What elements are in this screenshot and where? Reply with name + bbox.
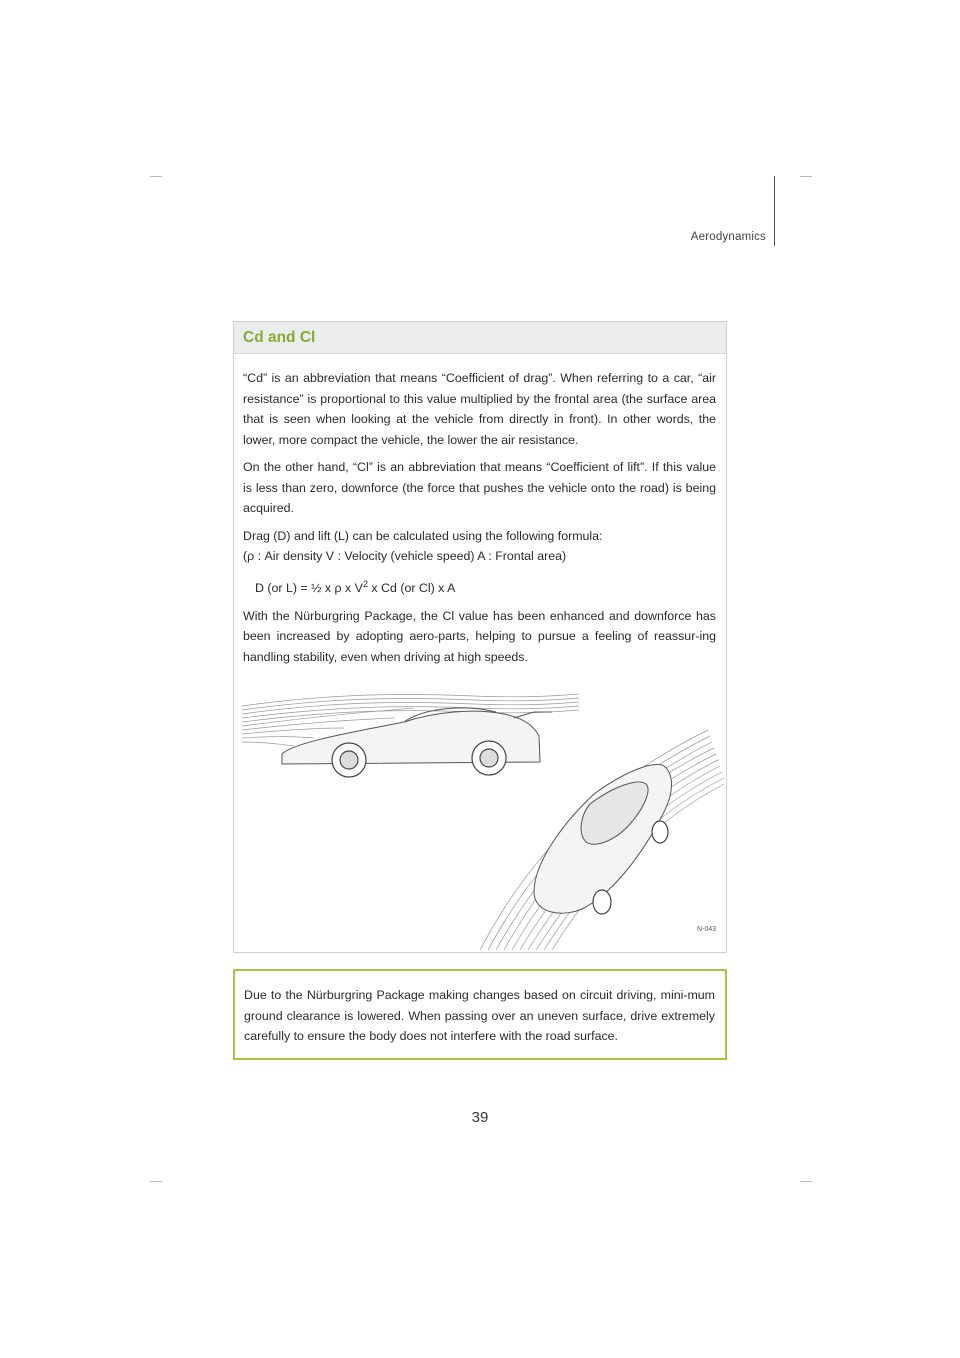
crop-mark [800, 1181, 812, 1182]
formula-part1: D (or L) = ½ x ρ x V [255, 580, 363, 595]
section-label: Aerodynamics [690, 231, 766, 243]
box-body [234, 354, 726, 667]
formula-part2: x Cd (or Cl) x A [367, 580, 456, 595]
crop-mark [800, 176, 812, 177]
formula-exponent: 2 [362, 578, 368, 589]
crop-mark [150, 176, 162, 177]
caution-note [233, 969, 727, 1060]
paragraph-formula-intro: Drag (D) and lift (L) can be calculated using the following formula: [243, 528, 603, 543]
figure-code: N-043 [697, 926, 717, 933]
cd-cl-box [233, 321, 727, 953]
paragraph-nurburgring: With the Nürburgring Package, the Cl value has been enhanced and downforce has been increased by adopting aero-parts, helping to pursue a feeling of reassur-ing handling stability, even when driving at high speeds. [243, 608, 716, 664]
note-text: Due to the Nürburgring Package making changes based on circuit driving, mini-mum ground clearance is lowered. When passing over an uneven surface, drive extremely carefully to ensure the body does not interfere with the road surface. [244, 988, 715, 1043]
airflow-illustration [234, 682, 726, 950]
paragraph-cl: On the other hand, “Cl” is an abbreviation that means “Coefficient of lift”. If this value is less than zero, downforce (the force that pushes the vehicle onto the road) is being acquired. [243, 460, 716, 515]
paragraph-cd: “Cd” is an abbreviation that means “Coefficient of drag”. When referring to a car, “air resistance” is proportional to this value multiplied by the frontal area (the surface area that is seen when looking at the vehicle from directly in front). In other words, the lower, more compact the vehicle, the lower the air resistance. [243, 371, 716, 447]
paragraph-formula-legend: (ρ : Air density V : Velocity (vehicle speed) A : Frontal area) [243, 549, 567, 563]
box-title: Cd and Cl [243, 328, 316, 346]
header-rule [774, 176, 775, 246]
formula [255, 574, 716, 598]
page-number: 39 [471, 1109, 489, 1126]
crop-mark [150, 1181, 162, 1182]
box-header [234, 322, 726, 354]
